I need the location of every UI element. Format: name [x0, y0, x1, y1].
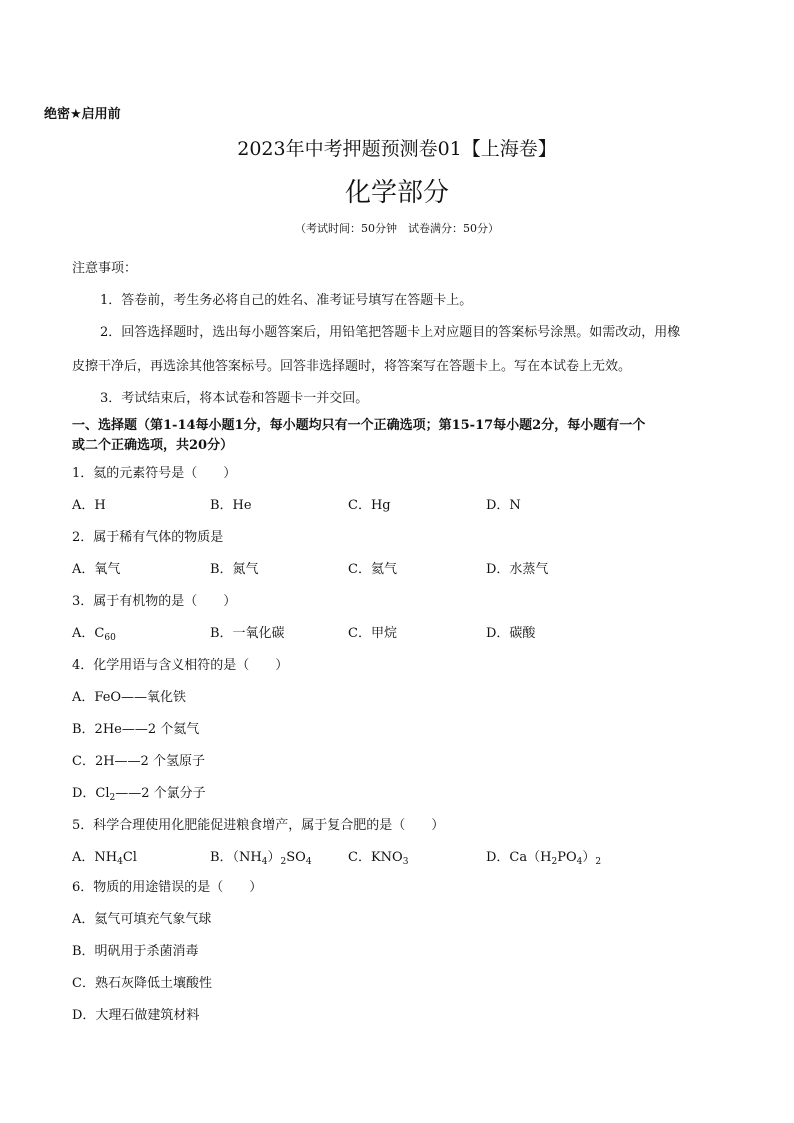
- section-heading-line1: 一、选择题（第1-14每小题1分，每小题均只有一个正确选项；第15-17每小题2分，每小题有一个: [72, 418, 646, 433]
- question-1-option-c: C．Hg: [348, 498, 391, 513]
- q5-b-sub2: 2: [280, 857, 287, 867]
- notes-heading: 注意事项：: [72, 261, 138, 276]
- question-3-option-c: C．甲烷: [348, 626, 397, 641]
- question-6-option-c: C．熟石灰降低土壤酸性: [72, 976, 212, 991]
- question-5-stem: 5．科学合理使用化肥能促进粮食增产，属于复合肥的是（ ）: [72, 818, 445, 833]
- confidential-mark: 绝密★启用前: [44, 107, 121, 122]
- q5-d-pre: D．Ca（H: [486, 850, 552, 865]
- q5-b-sub3: 4: [305, 857, 312, 867]
- q5-b-mid: ）: [267, 850, 281, 865]
- note-item-1: 1．答卷前，考生务必将自己的姓名、准考证号填写在答题卡上。: [100, 293, 473, 308]
- question-6-option-b: B．明矾用于杀菌消毒: [72, 944, 199, 959]
- question-4-option-a: A．FeO——氧化铁: [72, 690, 187, 705]
- question-4-stem: 4．化学用语与含义相符的是（ ）: [72, 658, 289, 673]
- question-3-stem: 3．属于有机物的是（ ）: [72, 594, 237, 609]
- question-3-option-d: D．碳酸: [486, 626, 536, 641]
- q5-d-post: ）: [582, 850, 596, 865]
- q5-d-mid: PO: [557, 850, 577, 865]
- question-3-option-b: B．一氧化碳: [210, 626, 285, 641]
- question-1-stem: 1．氦的元素符号是（ ）: [72, 466, 237, 481]
- question-1-option-d: D．N: [486, 498, 521, 513]
- question-5-option-b: [210, 846, 312, 865]
- q5-c-pre: C．KNO: [348, 850, 403, 865]
- q5-a-post: Cl: [122, 850, 137, 865]
- q5-b-sub1: 4: [261, 857, 268, 867]
- question-6-option-a: A．氦气可填充气象气球: [72, 912, 212, 927]
- question-2-option-c: C．氦气: [348, 562, 397, 577]
- question-4-option-b: B．2He——2 个氦气: [72, 722, 200, 737]
- question-2-option-a: A．氧气: [72, 562, 121, 577]
- q4-d-subscript: 2: [109, 793, 116, 803]
- question-6-stem: 6．物质的用途错误的是（ ）: [72, 880, 263, 895]
- question-5-option-c: [348, 846, 408, 865]
- q5-b-pre: B．（NH: [210, 850, 262, 865]
- question-4-option-c: C．2H——2 个氢原子: [72, 754, 205, 769]
- question-2-option-d: D．水蒸气: [486, 562, 549, 577]
- question-5-option-a: [72, 846, 137, 865]
- question-6-option-d: D．大理石做建筑材料: [72, 1008, 200, 1023]
- q5-b-post: SO: [286, 850, 306, 865]
- note-item-3: 3．考试结束后，将本试卷和答题卡一并交回。: [100, 391, 369, 406]
- note-item-2-line1: 2．回答选择题时，选出每小题答案后，用铅笔把答题卡上对应题目的答案标号涂黑。如需改动，用橡: [100, 325, 681, 340]
- subject-title: 化学部分: [344, 178, 449, 208]
- q5-a-sub: 4: [117, 857, 123, 867]
- question-2-option-b: B．氮气: [210, 562, 259, 577]
- note-item-2-line2: 皮擦干净后，再选涂其他答案标号。回答非选择题时，将答案写在答题卡上。写在本试卷上无效。: [72, 359, 632, 374]
- exam-info: （考试时间：50分钟 试卷满分：50分）: [295, 222, 499, 235]
- question-1-option-b: B．He: [210, 498, 252, 513]
- question-4-option-d: [72, 782, 206, 801]
- exam-title: 2023年中考押题预测卷01【上海卷】: [237, 138, 557, 160]
- q3-a-text: A．C: [72, 626, 105, 641]
- q5-d-sub1: 2: [551, 857, 558, 867]
- q5-a-pre: A．NH: [72, 850, 118, 865]
- question-3-option-a: [72, 622, 116, 641]
- question-5-option-d: [486, 846, 601, 865]
- q5-d-sub2: 4: [576, 857, 583, 867]
- q5-d-sub3: 2: [595, 857, 602, 867]
- section-heading-line2: 或二个正确选项，共20分）: [72, 438, 234, 453]
- q3-a-subscript: 60: [104, 633, 116, 643]
- q4-d-text: D．Cl: [72, 786, 110, 801]
- q4-d-text-post: ——2 个氯分子: [115, 786, 206, 801]
- q5-c-sub: 3: [402, 857, 409, 867]
- question-1-option-a: A．H: [72, 498, 106, 513]
- question-2-stem: 2．属于稀有气体的物质是: [72, 530, 224, 545]
